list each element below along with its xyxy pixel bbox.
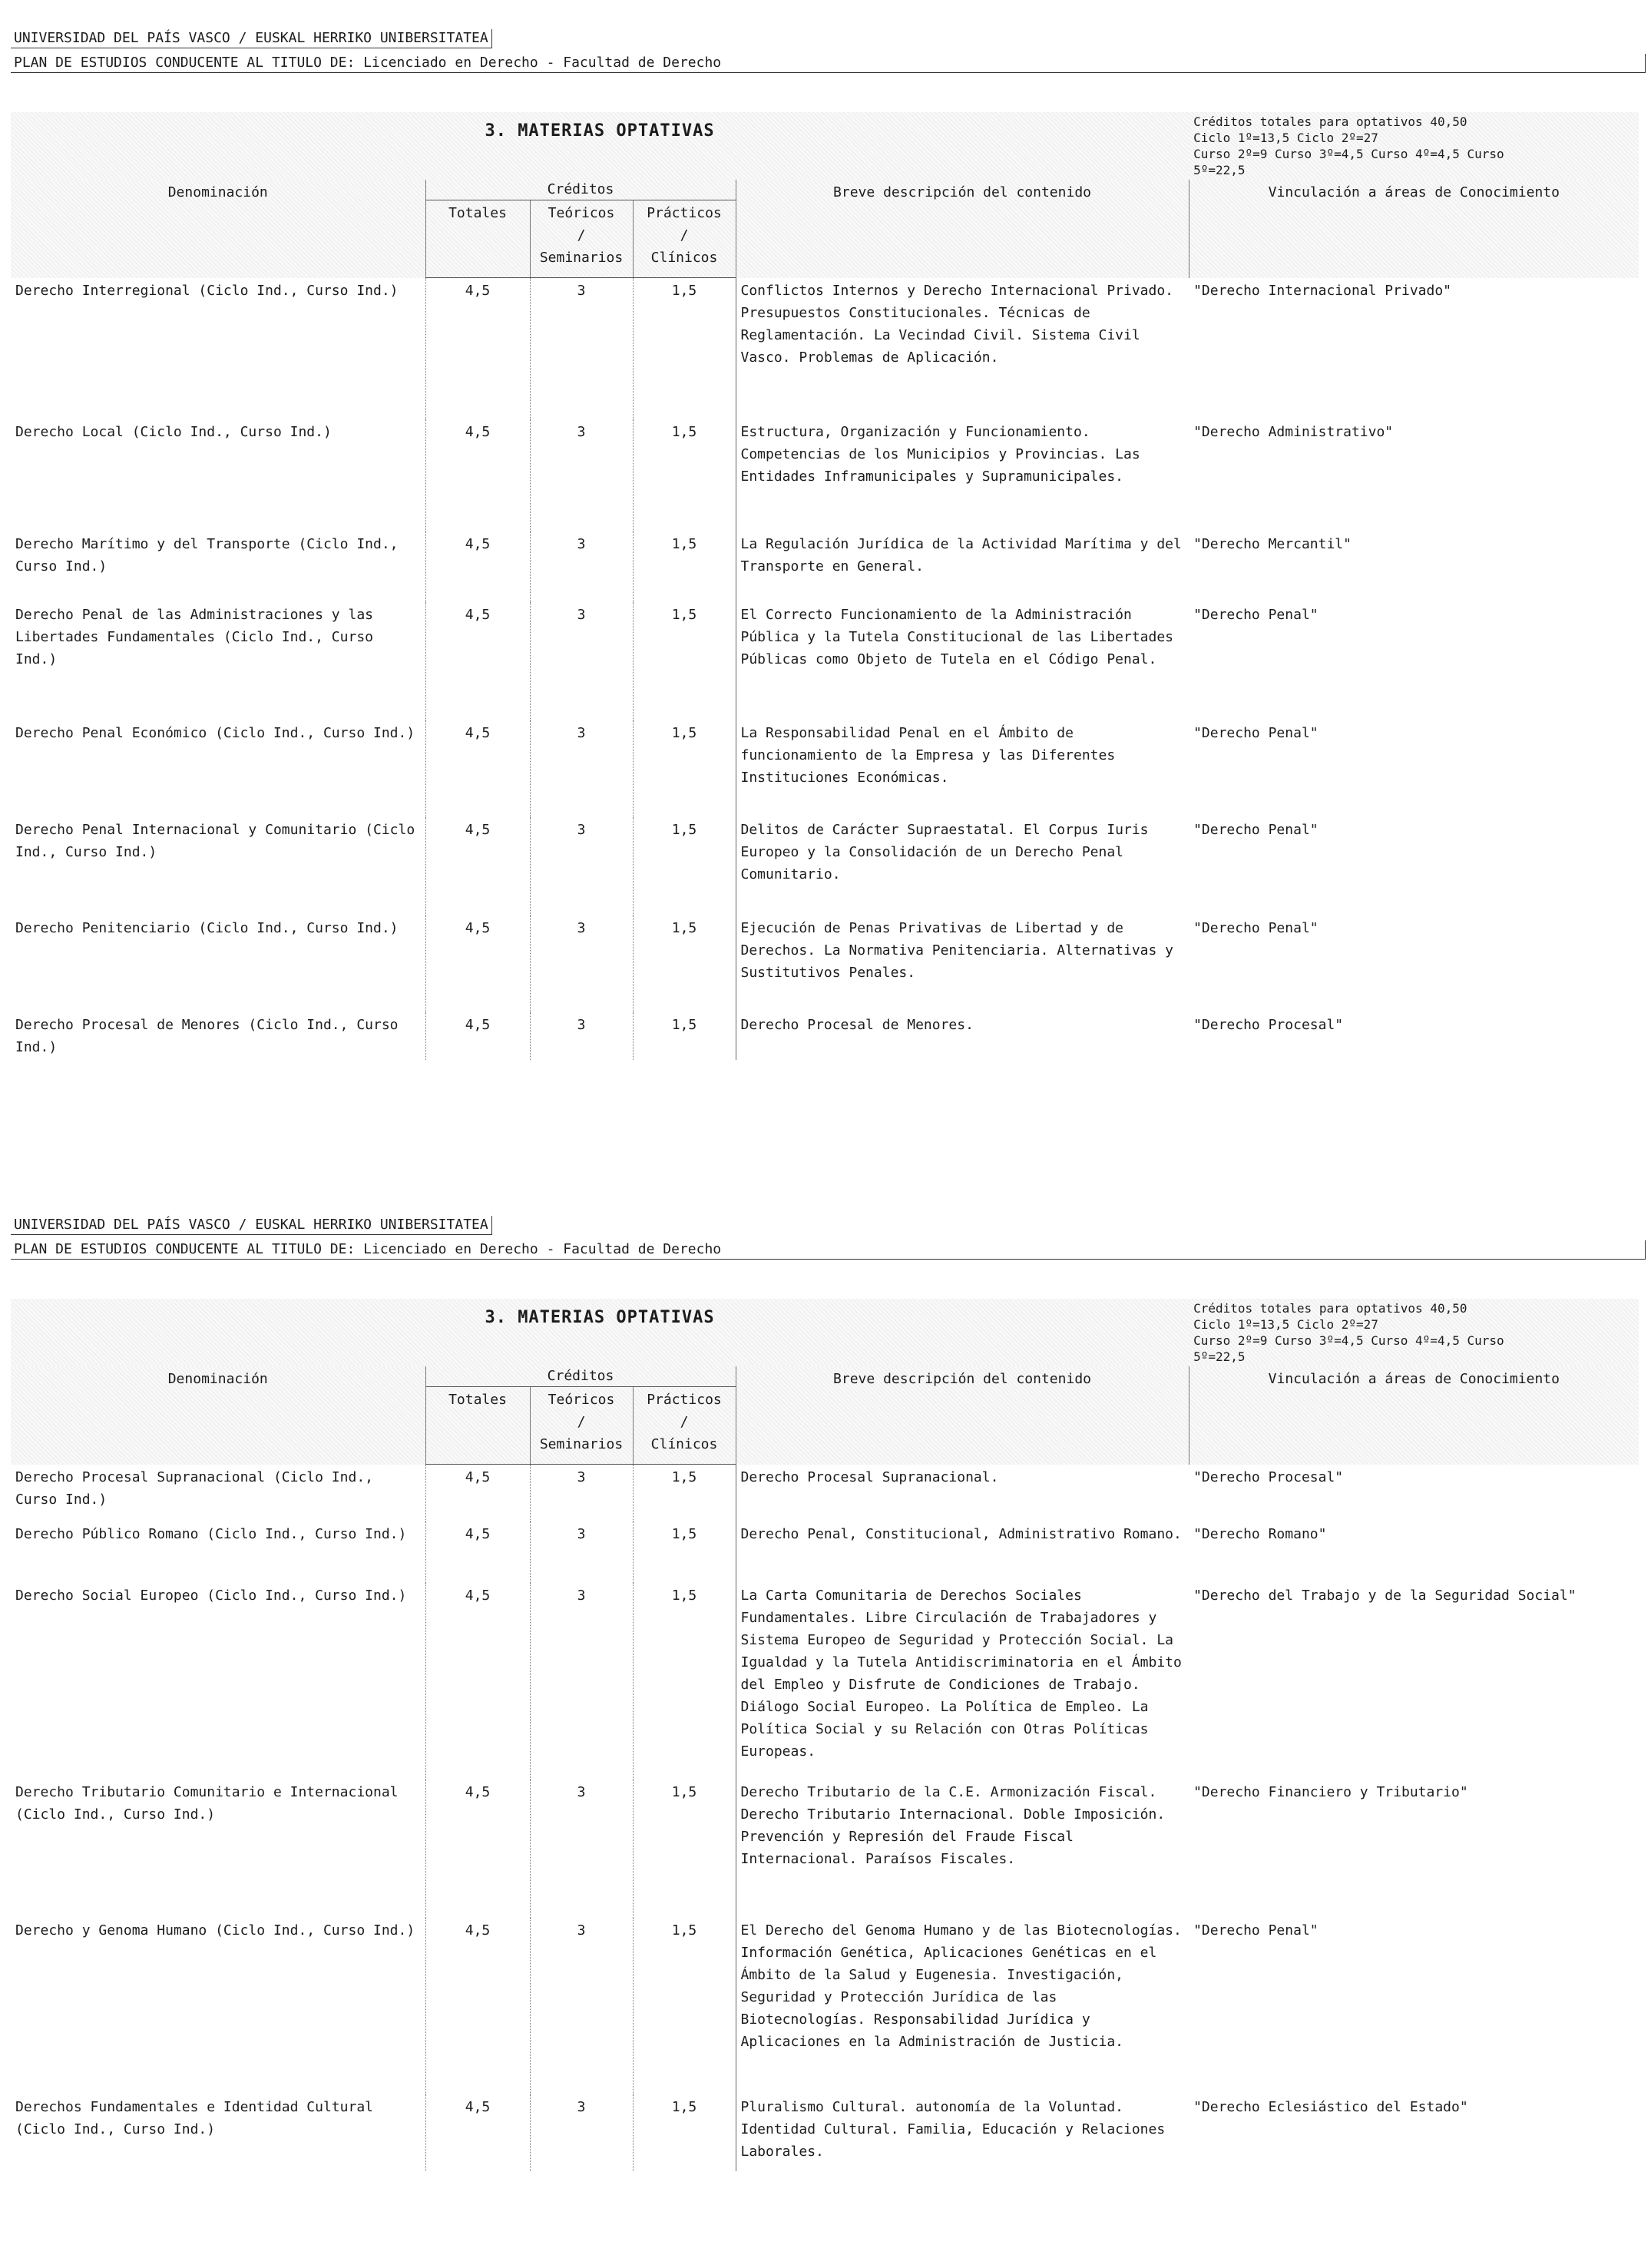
teoricos-cell: 3 — [530, 915, 633, 1012]
description-cell: Ejecución de Penas Privativas de Libertad y de Derechos. La Normativa Penitenciaria. Alternativas y Sustitutivos Penales. — [736, 915, 1189, 1012]
description-cell: Derecho Tributario de la C.E. Armonización Fiscal. Derecho Tributario Internacional. Doble Imposición. Prevención y Represión del Fraude Fiscal Internacional. Paraísos Fiscales. — [736, 1780, 1189, 1918]
practicos-cell: 1,5 — [633, 278, 736, 419]
knowledge-area-cell: "Derecho Mercantil" — [1193, 535, 1352, 552]
description-cell: El Correcto Funcionamiento de la Administración Pública y la Tutela Constitucional de las Libertades Públicas como Objeto de Tutela en el Código Penal. — [736, 602, 1189, 720]
teoricos-cell: 3 — [530, 531, 633, 602]
totales-cell: 4,5 — [425, 278, 530, 419]
table-body — [11, 1465, 1639, 2171]
knowledge-area-cell: "Derecho Romano" — [1193, 1525, 1327, 1542]
knowledge-area-cell: "Derecho Procesal" — [1193, 1468, 1344, 1485]
knowledge-area-cell: "Derecho Penal" — [1193, 606, 1318, 623]
description-cell: Conflictos Internos y Derecho Internacional Privado. Presupuestos Constitucionales. Técnicas de Reglamentación. La Vecindad Civil. Sistema Civil Vasco. Problemas de Aplicación. — [736, 278, 1189, 419]
table-row — [11, 531, 1639, 602]
teoricos-cell: 3 — [530, 1780, 633, 1918]
practicos-separator: / — [680, 1414, 689, 1430]
seminarios-label: Seminarios — [539, 250, 624, 266]
totales-cell: 4,5 — [425, 915, 530, 1012]
column-header-teoricos — [530, 1387, 633, 1465]
credits-total-line: Créditos totales para optativos 40,50 — [1193, 1301, 1467, 1316]
optional-subjects-table — [11, 112, 1639, 1060]
totales-cell: 4,5 — [425, 602, 530, 720]
column-header-denominacion: Denominación — [11, 180, 425, 278]
column-header-vinculacion: Vinculación a áreas de Conocimiento — [1189, 1366, 1639, 1465]
table-row — [11, 2094, 1639, 2171]
clinicos-label: Clínicos — [650, 1436, 718, 1452]
column-header-descripcion: Breve descripción del contenido — [736, 180, 1189, 278]
practicos-label: Prácticos — [647, 205, 722, 221]
totales-cell: 4,5 — [425, 1780, 530, 1918]
credits-total-line: Curso 2º=9 Curso 3º=4,5 Curso 4º=4,5 Curso — [1193, 1333, 1504, 1348]
column-header-vinculacion: Vinculación a áreas de Conocimiento — [1189, 180, 1639, 278]
credits-total-line: Curso 2º=9 Curso 3º=4,5 Curso 4º=4,5 Curso — [1193, 147, 1504, 161]
credits-total-line: Ciclo 1º=13,5 Ciclo 2º=27 — [1193, 1317, 1378, 1332]
credits-total-line: 5º=22,5 — [1193, 163, 1246, 177]
teoricos-separator: / — [577, 227, 586, 243]
subject-name-cell: Derecho Local (Ciclo Ind., Curso Ind.) — [15, 423, 332, 440]
plan-header: PLAN DE ESTUDIOS CONDUCENTE AL TITULO DE: Licenciado en Derecho - Facultad de Derecho — [11, 54, 1646, 73]
knowledge-area-cell: "Derecho Financiero y Tributario" — [1193, 1783, 1468, 1800]
seminarios-label: Seminarios — [539, 1436, 624, 1452]
teoricos-cell: 3 — [530, 2094, 633, 2171]
column-header-totales: Totales — [425, 200, 530, 278]
subject-name-cell: Derecho Penal de las Administraciones y las Libertades Fundamentales (Ciclo Ind., Curso Ind.) — [15, 606, 373, 667]
credits-total-line: 5º=22,5 — [1193, 1349, 1246, 1364]
practicos-cell: 1,5 — [633, 419, 736, 531]
practicos-separator: / — [680, 227, 689, 243]
column-header-descripcion: Breve descripción del contenido — [736, 1366, 1189, 1465]
table-header-row-title — [11, 1299, 1639, 1366]
description-cell: Derecho Procesal de Menores. — [736, 1012, 1189, 1060]
column-header-totales: Totales — [425, 1387, 530, 1465]
description-cell: La Responsabilidad Penal en el Ámbito de funcionamiento de la Empresa y las Diferentes Instituciones Económicas. — [736, 720, 1189, 817]
subject-name-cell: Derecho Penal Económico (Ciclo Ind., Curso Ind.) — [15, 724, 415, 741]
practicos-cell: 1,5 — [633, 2094, 736, 2171]
totales-cell: 4,5 — [425, 2094, 530, 2171]
totales-cell: 4,5 — [425, 419, 530, 531]
subject-name-cell: Derecho Penal Internacional y Comunitario (Ciclo Ind., Curso Ind.) — [15, 821, 415, 860]
teoricos-cell: 3 — [530, 720, 633, 817]
practicos-cell: 1,5 — [633, 602, 736, 720]
credits-total-line: Ciclo 1º=13,5 Ciclo 2º=27 — [1193, 131, 1378, 145]
university-header: UNIVERSIDAD DEL PAÍS VASCO / EUSKAL HERRIKO UNIBERSITATEA — [11, 1216, 492, 1235]
totales-cell: 4,5 — [425, 531, 530, 602]
teoricos-cell: 3 — [530, 602, 633, 720]
practicos-cell: 1,5 — [633, 1918, 736, 2094]
teoricos-cell: 3 — [530, 1918, 633, 2094]
teoricos-cell: 3 — [530, 419, 633, 531]
plan-header: PLAN DE ESTUDIOS CONDUCENTE AL TITULO DE: Licenciado en Derecho - Facultad de Derecho — [11, 1240, 1646, 1260]
subject-name-cell: Derecho Público Romano (Ciclo Ind., Curso Ind.) — [15, 1525, 407, 1542]
teoricos-label: Teóricos — [548, 1392, 615, 1408]
totales-cell: 4,5 — [425, 1918, 530, 2094]
teoricos-separator: / — [577, 1414, 586, 1430]
clinicos-label: Clínicos — [650, 250, 718, 266]
credits-total-box — [1189, 1299, 1639, 1366]
table-row — [11, 602, 1639, 720]
subject-name-cell: Derecho Interregional (Ciclo Ind., Curso Ind.) — [15, 282, 399, 299]
totales-cell: 4,5 — [425, 1012, 530, 1060]
description-cell: El Derecho del Genoma Humano y de las Biotecnologías. Información Genética, Aplicaciones Genéticas en el Ámbito de la Salud y Eugenesia. Investigación, Seguridad y Protección Jurídica de las Biotecnologías. Responsabilidad Jurídica y Aplicaciones en la Administración de Justicia. — [736, 1918, 1189, 2094]
totales-cell: 4,5 — [425, 1465, 530, 1521]
description-cell: Derecho Procesal Supranacional. — [736, 1465, 1189, 1521]
table-header-row — [11, 1366, 1639, 1387]
knowledge-area-cell: "Derecho del Trabajo y de la Seguridad Social" — [1193, 1587, 1577, 1604]
practicos-cell: 1,5 — [633, 720, 736, 817]
table-row — [11, 817, 1639, 915]
knowledge-area-cell: "Derecho Procesal" — [1193, 1016, 1344, 1033]
totales-cell: 4,5 — [425, 720, 530, 817]
table-row — [11, 1918, 1639, 2094]
subject-name-cell: Derechos Fundamentales e Identidad Cultural (Ciclo Ind., Curso Ind.) — [15, 2098, 373, 2137]
description-cell: Derecho Penal, Constitucional, Administrativo Romano. — [736, 1521, 1189, 1583]
practicos-cell: 1,5 — [633, 1465, 736, 1521]
teoricos-cell: 3 — [530, 1583, 633, 1780]
practicos-cell: 1,5 — [633, 1012, 736, 1060]
practicos-cell: 1,5 — [633, 817, 736, 915]
subject-name-cell: Derecho y Genoma Humano (Ciclo Ind., Curso Ind.) — [15, 1922, 415, 1939]
practicos-cell: 1,5 — [633, 915, 736, 1012]
subject-name-cell: Derecho Tributario Comunitario e Internacional (Ciclo Ind., Curso Ind.) — [15, 1783, 399, 1823]
practicos-cell: 1,5 — [633, 1583, 736, 1780]
table-row — [11, 1780, 1639, 1918]
university-header: UNIVERSIDAD DEL PAÍS VASCO / EUSKAL HERRIKO UNIBERSITATEA — [11, 29, 492, 48]
teoricos-label: Teóricos — [548, 205, 615, 221]
subject-name-cell: Derecho Marítimo y del Transporte (Ciclo Ind., Curso Ind.) — [15, 535, 399, 574]
table-header-row-title — [11, 112, 1639, 180]
section-title: 3. MATERIAS OPTATIVAS — [11, 112, 1189, 180]
totales-cell: 4,5 — [425, 1583, 530, 1780]
teoricos-cell: 3 — [530, 1465, 633, 1521]
table-row — [11, 915, 1639, 1012]
section-title: 3. MATERIAS OPTATIVAS — [11, 1299, 1189, 1366]
knowledge-area-cell: "Derecho Administrativo" — [1193, 423, 1394, 440]
totales-cell: 4,5 — [425, 817, 530, 915]
knowledge-area-cell: "Derecho Internacional Privado" — [1193, 282, 1452, 299]
practicos-cell: 1,5 — [633, 1521, 736, 1583]
description-cell: Estructura, Organización y Funcionamiento. Competencias de los Municipios y Provincias. Las Entidades Inframunicipales y Supramunicipales. — [736, 419, 1189, 531]
column-header-teoricos — [530, 200, 633, 278]
credits-total-box — [1189, 112, 1639, 180]
optional-subjects-table — [11, 1299, 1639, 2171]
column-header-creditos: Créditos — [425, 180, 736, 200]
column-header-practicos — [633, 1387, 736, 1465]
description-cell: La Carta Comunitaria de Derechos Sociales Fundamentales. Libre Circulación de Trabajadores y Sistema Europeo de Seguridad y Protección Social. La Igualdad y la Tutela Antidiscriminatoria en el Ámbito del Empleo y Disfrute de Condiciones de Trabajo. Diálogo Social Europeo. La Política de Empleo. La Política Social y su Relación con Otras Políticas Europeas. — [736, 1583, 1189, 1780]
table-row — [11, 419, 1639, 531]
practicos-cell: 1,5 — [633, 1780, 736, 1918]
table-header-row — [11, 180, 1639, 200]
subject-name-cell: Derecho Penitenciario (Ciclo Ind., Curso Ind.) — [15, 919, 399, 936]
subject-name-cell: Derecho Procesal de Menores (Ciclo Ind., Curso Ind.) — [15, 1016, 399, 1055]
practicos-cell: 1,5 — [633, 531, 736, 602]
subject-name-cell: Derecho Procesal Supranacional (Ciclo Ind., Curso Ind.) — [15, 1468, 373, 1508]
table-row — [11, 278, 1639, 419]
column-header-creditos: Créditos — [425, 1366, 736, 1387]
practicos-label: Prácticos — [647, 1392, 722, 1408]
table-row — [11, 1521, 1639, 1583]
description-cell: Delitos de Carácter Supraestatal. El Corpus Iuris Europeo y la Consolidación de un Derecho Penal Comunitario. — [736, 817, 1189, 915]
knowledge-area-cell: "Derecho Penal" — [1193, 821, 1318, 838]
knowledge-area-cell: "Derecho Penal" — [1193, 724, 1318, 741]
teoricos-cell: 3 — [530, 1521, 633, 1583]
teoricos-cell: 3 — [530, 278, 633, 419]
credits-total-line: Créditos totales para optativos 40,50 — [1193, 114, 1467, 129]
column-header-denominacion: Denominación — [11, 1366, 425, 1465]
description-cell: Pluralismo Cultural. autonomía de la Voluntad. Identidad Cultural. Familia, Educación y Relaciones Laborales. — [736, 2094, 1189, 2171]
teoricos-cell: 3 — [530, 1012, 633, 1060]
table-body — [11, 278, 1639, 1060]
knowledge-area-cell: "Derecho Penal" — [1193, 919, 1318, 936]
table-row — [11, 720, 1639, 817]
description-cell: La Regulación Jurídica de la Actividad Marítima y del Transporte en General. — [736, 531, 1189, 602]
knowledge-area-cell: "Derecho Penal" — [1193, 1922, 1318, 1939]
subject-name-cell: Derecho Social Europeo (Ciclo Ind., Curso Ind.) — [15, 1587, 407, 1604]
totales-cell: 4,5 — [425, 1521, 530, 1583]
teoricos-cell: 3 — [530, 817, 633, 915]
knowledge-area-cell: "Derecho Eclesiástico del Estado" — [1193, 2098, 1468, 2115]
table-row — [11, 1583, 1639, 1780]
table-row — [11, 1012, 1639, 1060]
column-header-practicos — [633, 200, 736, 278]
table-row — [11, 1465, 1639, 1521]
